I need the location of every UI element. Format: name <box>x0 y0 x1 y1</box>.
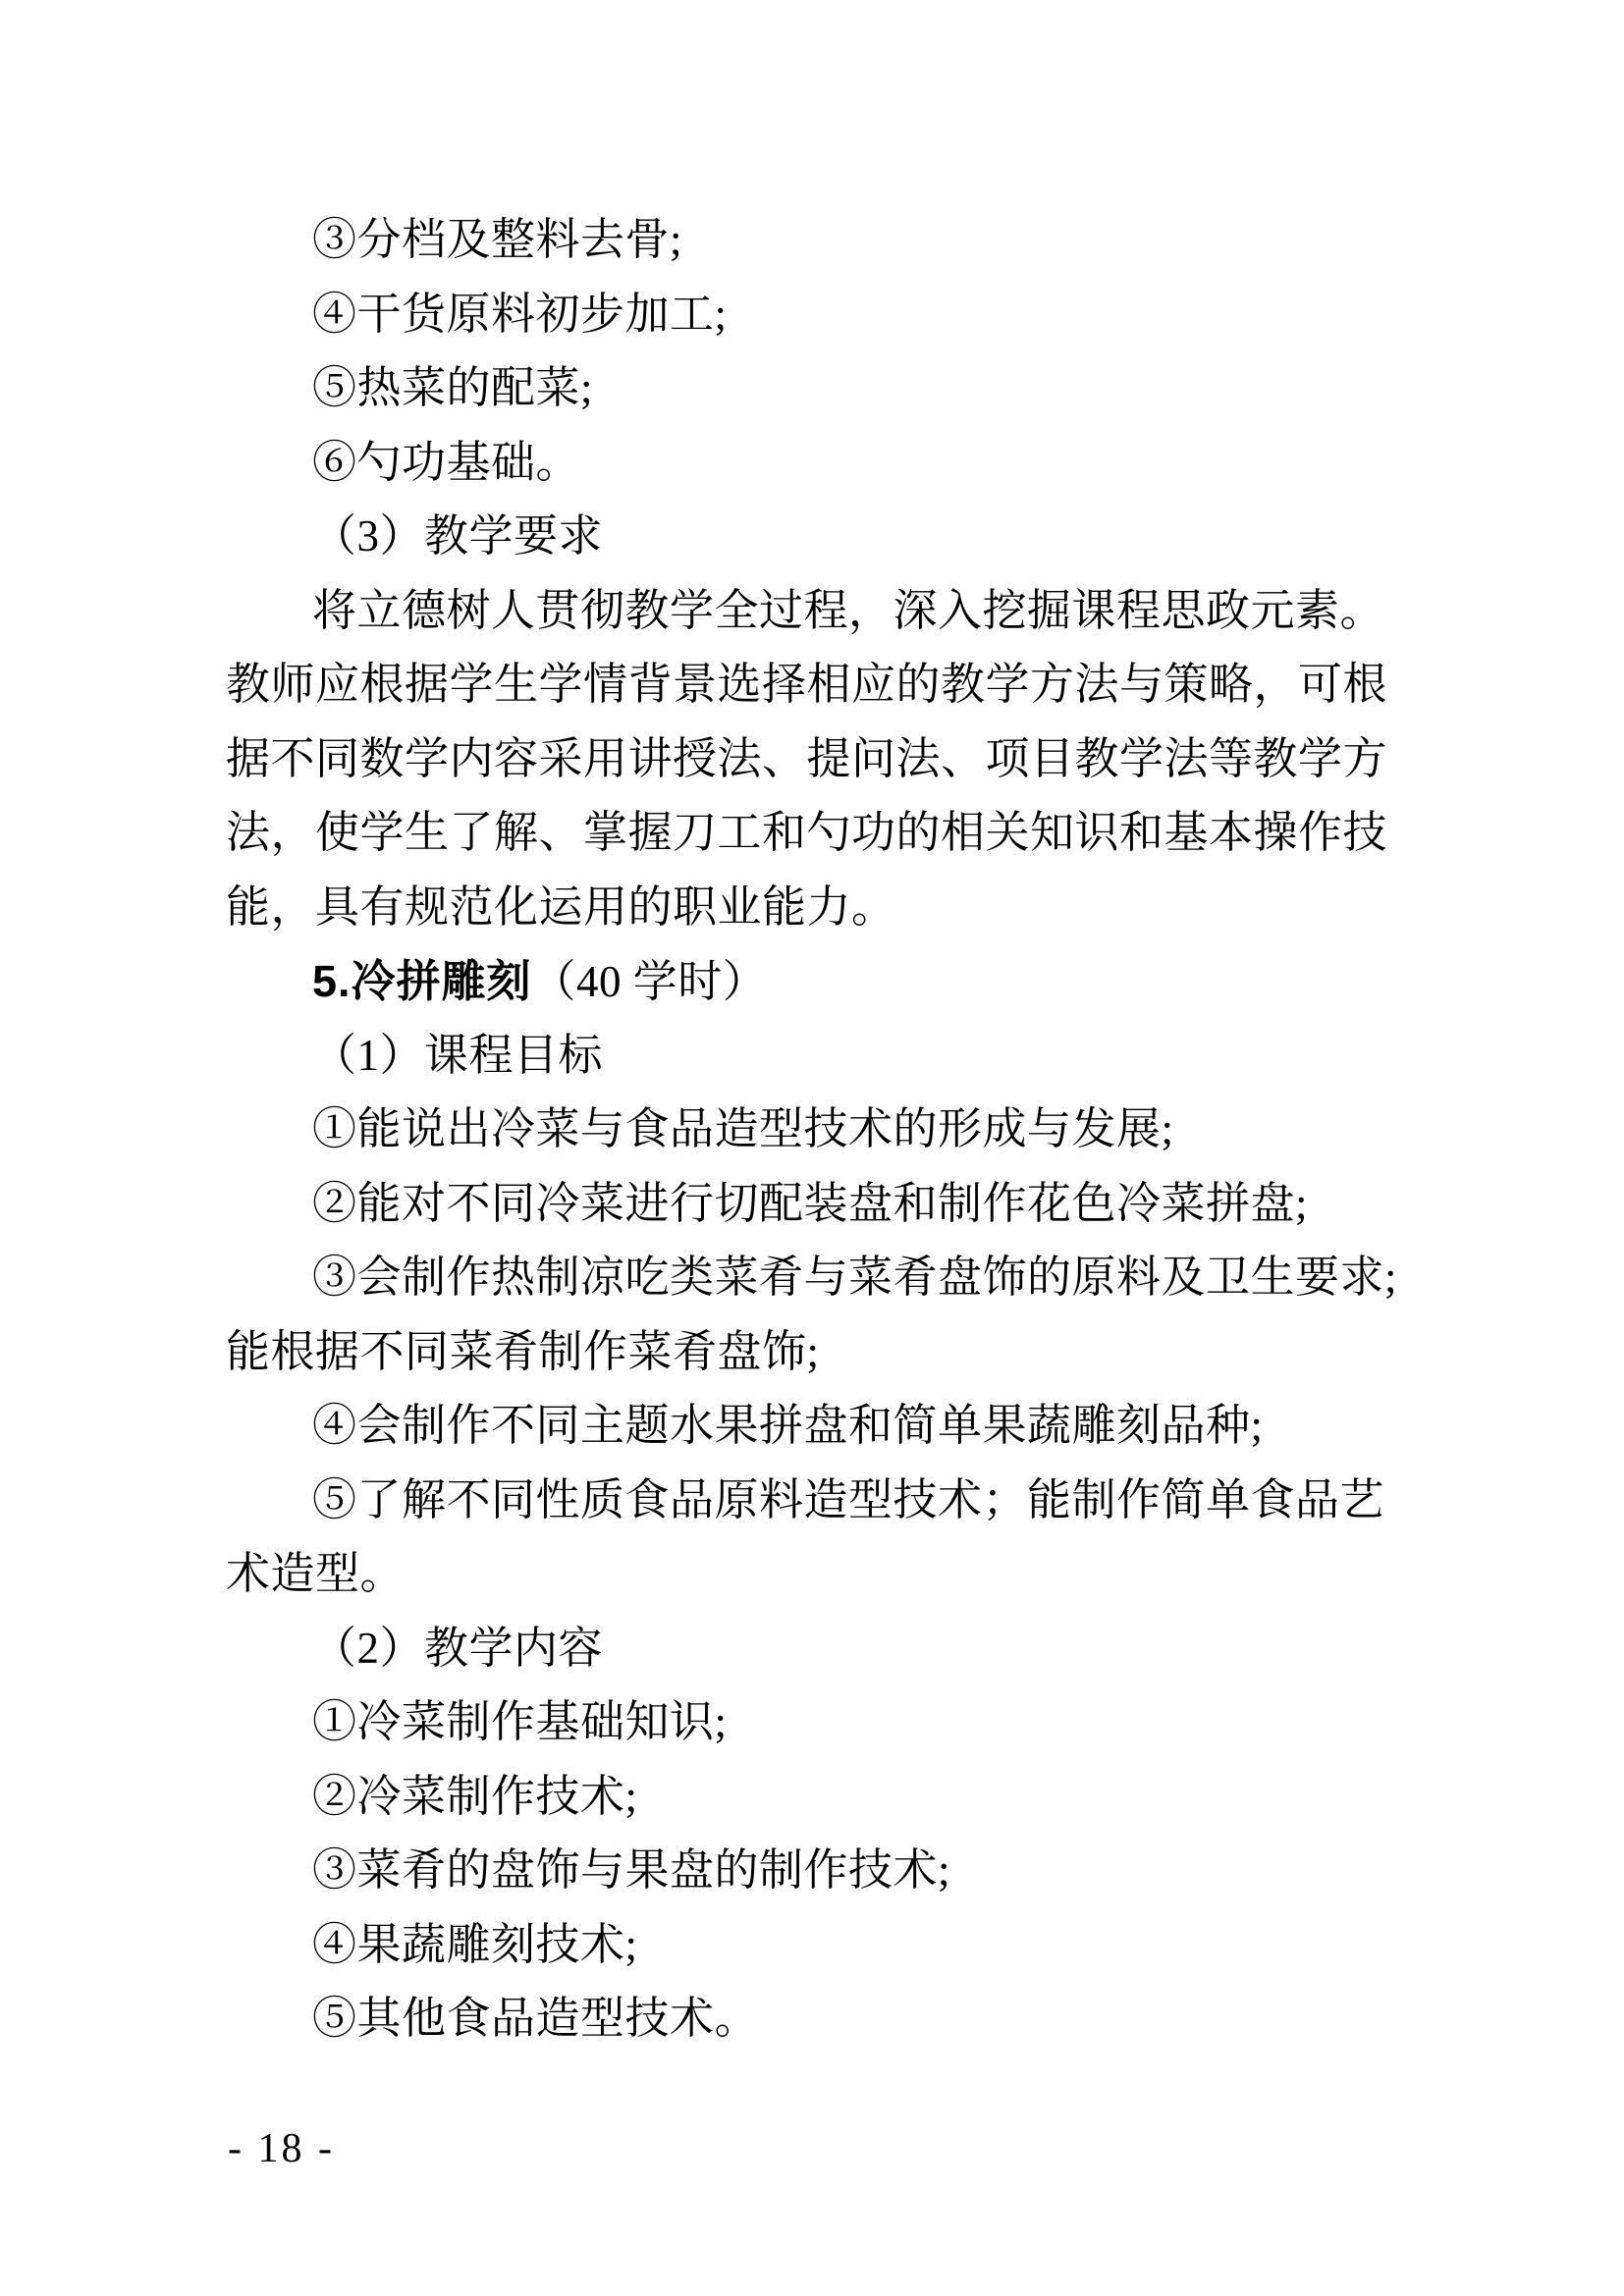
line-text: （2）教学内容 <box>312 1623 604 1673</box>
line-text: ④果蔬雕刻技术; <box>312 1919 638 1969</box>
teaching-requirements-para-line-4 <box>226 796 1388 871</box>
heading-course-objectives <box>226 1019 1380 1094</box>
line-text: （40 学时） <box>531 957 768 1006</box>
course-objective-5-line-2 <box>226 1537 1380 1612</box>
line-text: ④干货原料初步加工; <box>312 289 728 339</box>
heading-teaching-content <box>226 1612 1380 1686</box>
line-text: ①能说出冷菜与食品造型技术的形成与发展; <box>312 1104 1174 1153</box>
course-objective-3-line-1 <box>226 1241 1398 1315</box>
heading-teaching-requirements <box>226 500 1380 574</box>
teaching-requirements-para-line-2 <box>226 648 1388 722</box>
bold-heading-text: 5.冷拼雕刻 <box>312 956 532 1006</box>
teaching-content-item-2 <box>226 1760 1380 1835</box>
teaching-content-item-3 <box>226 1834 1380 1908</box>
teaching-requirements-para-line-1 <box>226 574 1385 649</box>
line-text: ①冷菜制作基础知识; <box>312 1697 728 1746</box>
teaching-content-item-4 <box>226 1908 1380 1983</box>
line-text: ②冷菜制作技术; <box>312 1771 638 1821</box>
teaching-requirements-para-line-3 <box>226 722 1388 797</box>
heading-course-5-cold-platter-carving <box>226 944 1380 1019</box>
line-text: （1）课程目标 <box>312 1030 604 1080</box>
course-objective-5-line-1 <box>226 1464 1385 1538</box>
course-objective-3-line-2 <box>226 1315 1380 1390</box>
line-text: ⑤了解不同性质食品原料造型技术；能制作简单食品艺 <box>312 1474 1385 1524</box>
page-number: - 18 - <box>228 2126 335 2171</box>
knife-skill-item-3 <box>226 203 1380 278</box>
line-text: ③会制作热制凉吃类菜肴与菜肴盘饰的原料及卫生要求; <box>312 1253 1398 1302</box>
course-objective-2 <box>226 1167 1380 1242</box>
line-text: ②能对不同冷菜进行切配装盘和制作花色冷菜拼盘; <box>312 1178 1309 1228</box>
teaching-requirements-para-line-5 <box>226 871 1380 945</box>
line-text: 教师应根据学生学情背景选择相应的教学方法与策略，可根 <box>226 660 1388 709</box>
document-body <box>226 203 1398 2056</box>
knife-skill-item-5 <box>226 351 1380 426</box>
line-text: ③分档及整料去骨; <box>312 215 683 264</box>
line-text: ③菜肴的盘饰与果盘的制作技术; <box>312 1845 951 1895</box>
line-text: ⑤热菜的配菜; <box>312 363 594 412</box>
line-text: ④会制作不同主题水果拼盘和简单果蔬雕刻品种; <box>312 1401 1264 1450</box>
line-text: ⑤其他食品造型技术。 <box>312 1994 760 2043</box>
line-text: 能根据不同菜肴制作菜肴盘饰; <box>226 1326 820 1376</box>
knife-skill-item-6 <box>226 426 1380 501</box>
line-text: ⑥勺功基础。 <box>312 437 581 487</box>
course-objective-1 <box>226 1093 1380 1167</box>
line-text: 能，具有规范化运用的职业能力。 <box>226 881 896 932</box>
line-text: 术造型。 <box>226 1549 406 1598</box>
line-text: 将立德树人贯彻教学全过程，深入挖掘课程思政元素。 <box>312 585 1385 635</box>
line-text: 据不同数学内容采用讲授法、提问法、项目教学法等教学方 <box>226 733 1388 783</box>
knife-skill-item-4 <box>226 278 1380 352</box>
course-objective-4 <box>226 1389 1380 1464</box>
teaching-content-item-1 <box>226 1685 1380 1760</box>
line-text: （3）教学要求 <box>312 511 604 561</box>
line-text: 法，使学生了解、掌握刀工和勺功的相关知识和基本操作技 <box>226 808 1388 857</box>
teaching-content-item-5 <box>226 1982 1380 2056</box>
